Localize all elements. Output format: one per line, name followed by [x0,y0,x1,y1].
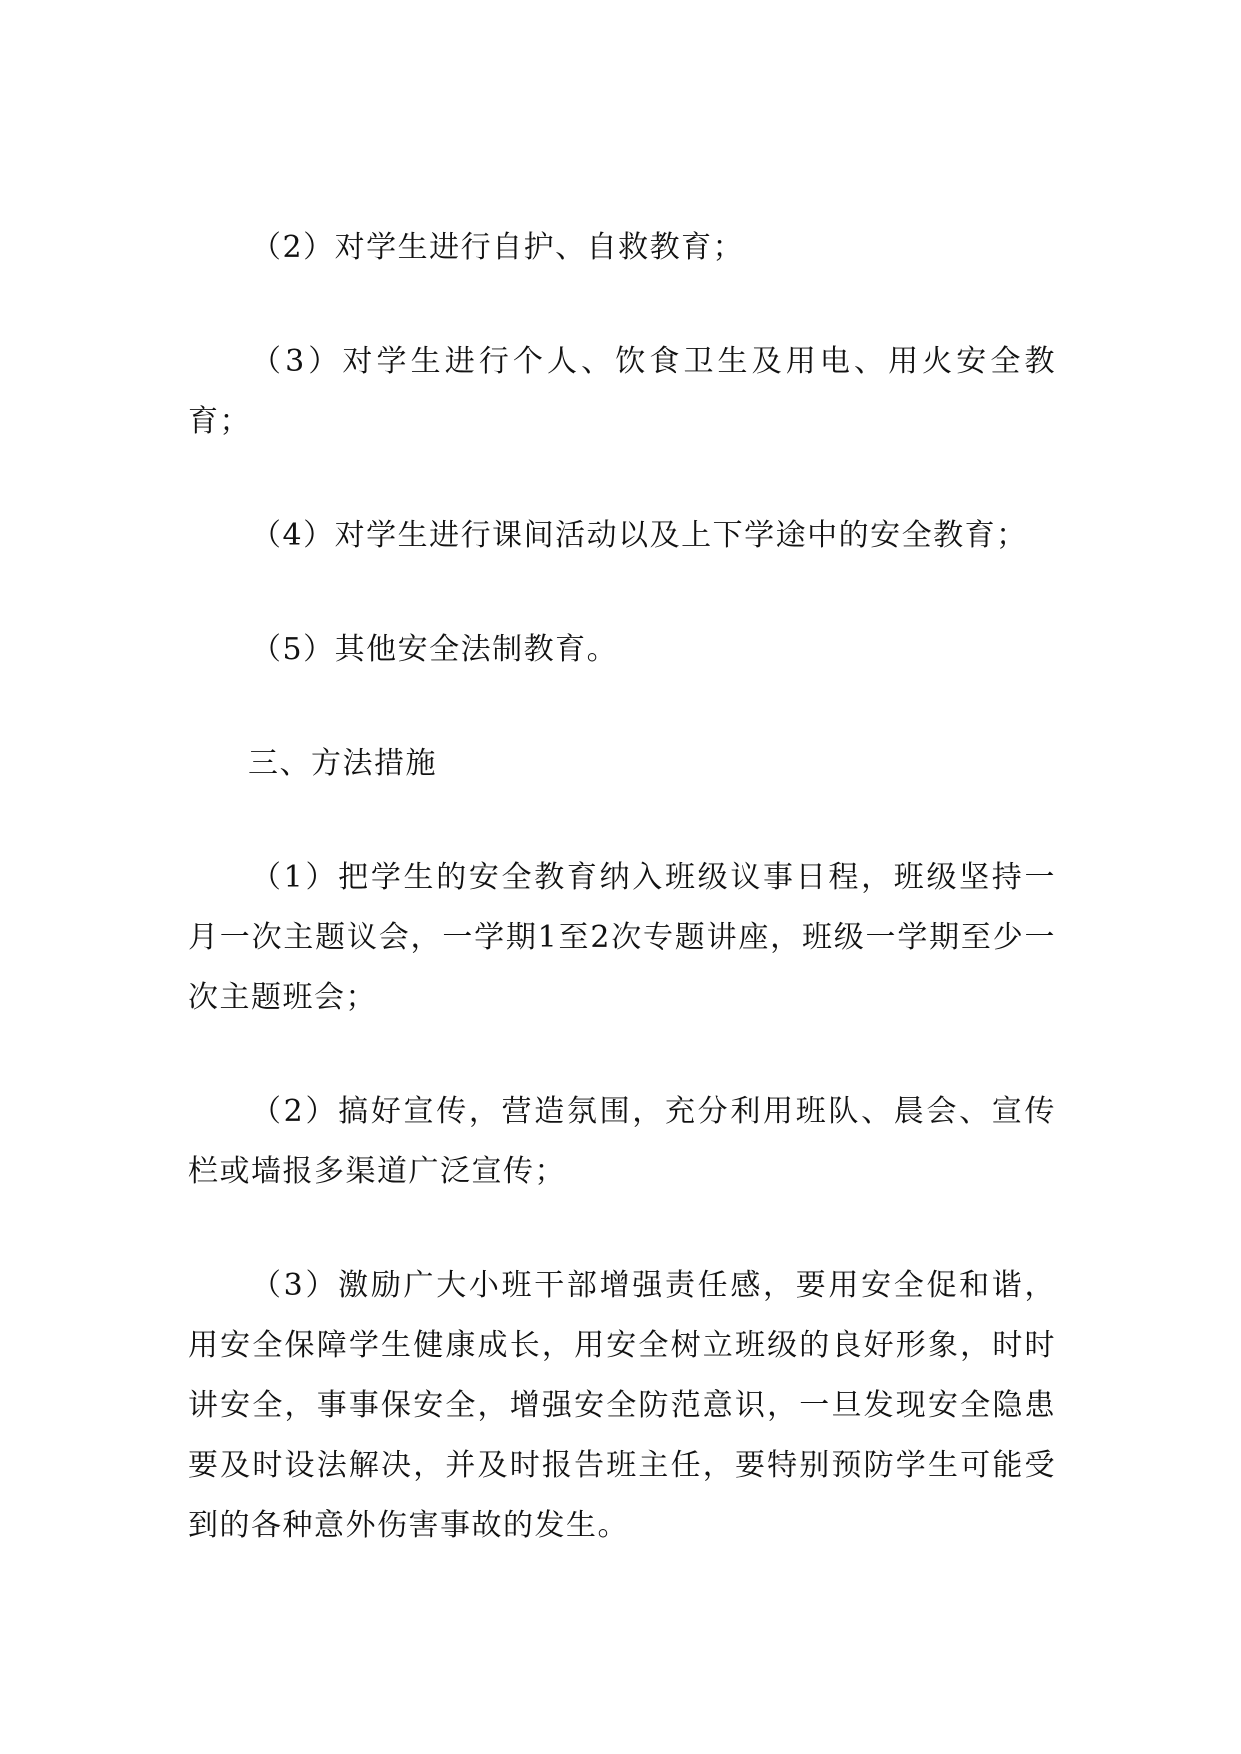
paragraph-hygiene-safety: （3）对学生进行个人、饮食卫生及用电、用火安全教育； [188,344,1056,439]
paragraph-activity-safety: （4）对学生进行课间活动以及上下学途中的安全教育； [251,518,1028,553]
paragraph-agenda: （1）把学生的安全教育纳入班级议事日程，班级坚持一月一次主题议会，一学期1至2次专题讲座，班级一学期至少一次主题班会； [188,860,1056,1015]
document-body [188,218,1056,1610]
paragraph-publicity: （2）搞好宣传，营造氛围，充分利用班队、晨会、宣传栏或墙报多渠道广泛宣传； [188,1094,1056,1189]
paragraph-responsibility: （3）激励广大小班干部增强责任感，要用安全促和谐，用安全保障学生健康成长，用安全树立班级的良好形象，时时讲安全，事事保安全，增强安全防范意识，一旦发现安全隐患要及时设法解决，并及时报告班主任，要特别预防学生可能受到的各种意外伤害事故的发生。 [188,1268,1056,1543]
paragraph-self-protection: （2）对学生进行自护、自救教育； [251,230,745,265]
paragraph-legal-education: （5）其他安全法制教育。 [251,632,619,667]
section-heading-methods: 三、方法措施 [248,746,437,781]
